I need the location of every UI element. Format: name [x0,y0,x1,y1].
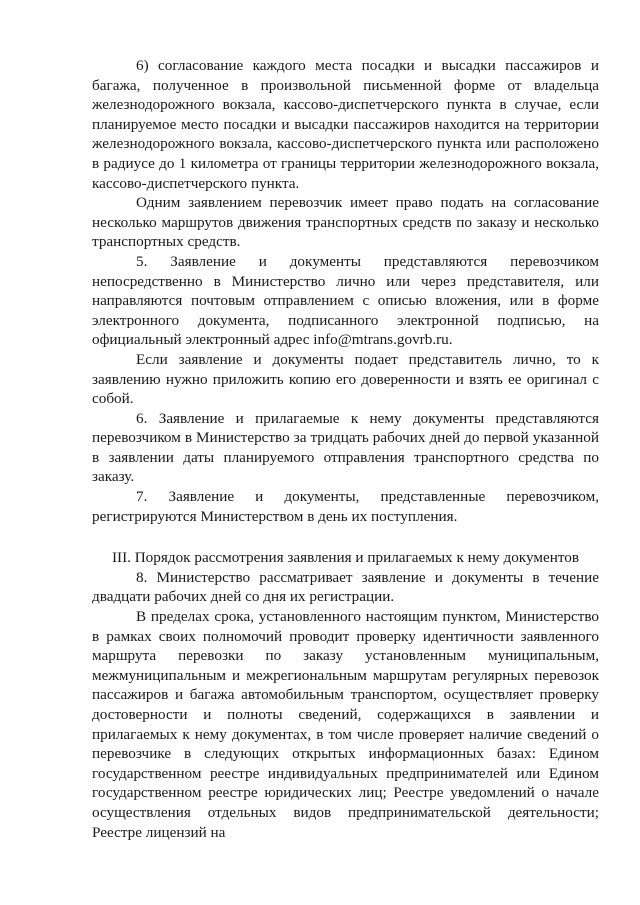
paragraph-representative: Если заявление и документы подает представитель лично, то к заявлению нужно приложить копию его доверенности и взять ее оригинал с собой. [92,350,599,408]
paragraph-multiple-routes: Одним заявлением перевозчик имеет право подать на согласование несколько маршрутов движения транспортных средств по заказу и несколько транспортных средств. [92,194,599,251]
document-body [92,56,599,842]
paragraph-clause-6: 6. Заявление и прилагаемые к нему документы представляются перевозчиком в Министерство за тридцать рабочих дней до первой указанной в заявлении даты планируемого отправления транспортного средства по заказу. [92,409,599,486]
paragraph-clause-5: 5. Заявление и документы представляются перевозчиком непосредственно в Министерство лично или через представителя, или направляются почтовым отправлением с описью вложения, или в форме электронного документа, подписанного электронной подписью, на официальный электронный адрес info@mtrans.govrb.ru. [92,252,599,349]
paragraph-verification: В пределах срока, установленного настоящим пунктом, Министерство в рамках своих полномочий проводит проверку идентичности заявленного маршрута перевозки по заказу установленным муниципальным, межмуниципальным и межрегиональным маршрутам регулярных перевозок пассажиров и багажа автомобильным транспортом, осуществляет проверку достоверности и полноты сведений, содержащихся в заявлении и прилагаемых к нему документах, в том числе проверяет наличие сведений о перевозчике в следующих открытых информационных базах: Едином государственном реестре индивидуальных предпринимателей или Едином государственном реестре юридических лиц; Реестре уведомлений о начале осуществления отдельных видов предпринимательской деятельности; Реестре лицензий на [92,608,599,841]
section-heading: III. Порядок рассмотрения заявления и прилагаемых к нему документов [111,549,580,567]
paragraph-clause-7: 7. Заявление и документы, представленные перевозчиком, регистрируются Министерством в день их поступления. [92,488,599,525]
paragraph-item-6-approval: 6) согласование каждого места посадки и высадки пассажиров и багажа, полученное в произвольной письменной форме от владельца железнодорожного вокзала, кассово-диспетчерского пункта в случае, если планируемое место посадки и высадки пассажиров находится на территории железнодорожного вокзала, кассово-диспетчерского пункта или расположено в радиусе до 1 километра от границы территории железнодорожного вокзала, кассово-диспетчерского пункта. [92,57,599,192]
paragraph-clause-8: 8. Министерство рассматривает заявление и документы в течение двадцати рабочих дней со дня их регистрации. [92,568,599,606]
